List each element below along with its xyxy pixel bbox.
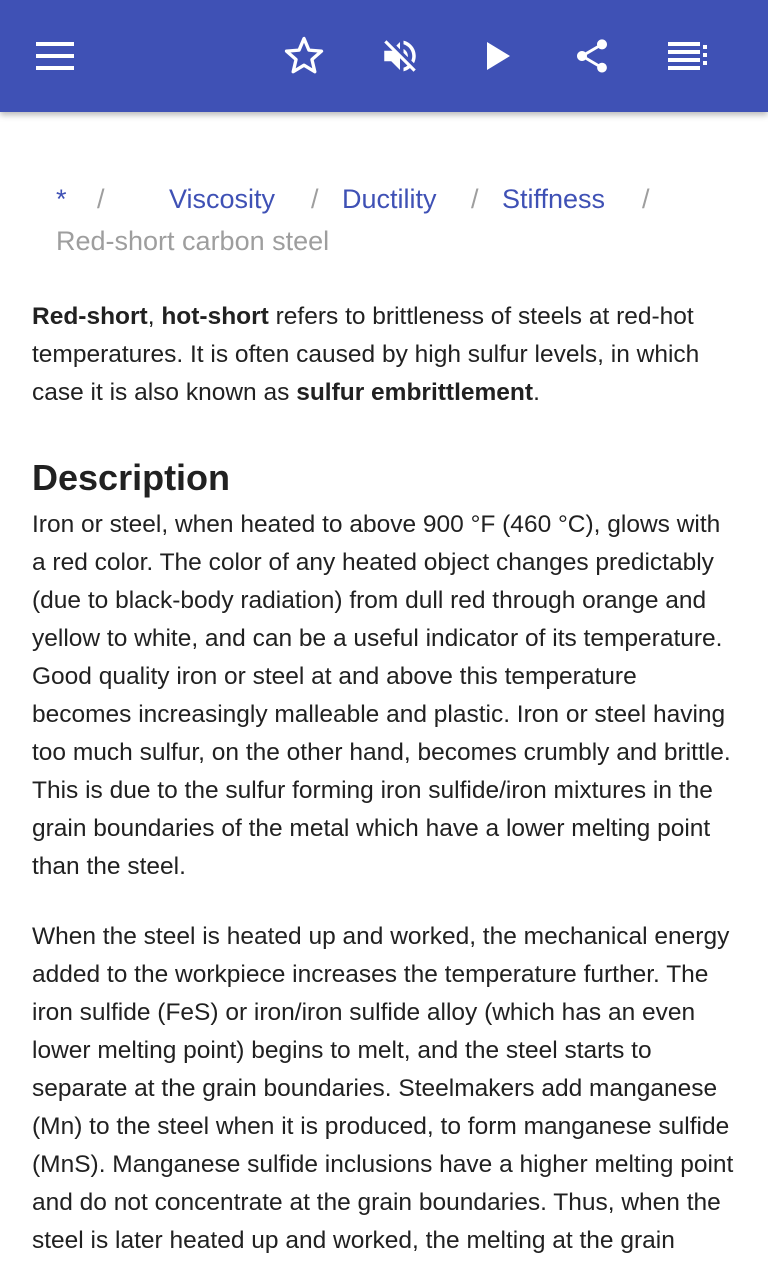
menu-button[interactable] bbox=[24, 24, 88, 88]
star-outline-icon bbox=[283, 35, 325, 77]
share-button[interactable] bbox=[560, 24, 624, 88]
intro-comma: , bbox=[147, 303, 162, 330]
description-paragraph-1: Iron or steel, when heated to above 900 °F (460 °C), glows with a red color. The color of any heated object changes predictably (due to black-body radiation) from dull red through orange and yellow to white, and can be a useful indicator of its temperature. Good quality iron or steel at and above this temperature becomes increasingly malleable and plastic. Iron or steel having too much sulfur, on the other hand, becomes crumbly and brittle. This is due to the sulfur forming iron sulfide/iron mixtures in the grain boundaries of the metal which have a lower melting point than the steel. bbox=[32, 511, 731, 880]
term-sulfur-embrittlement: sulfur embrittlement bbox=[296, 379, 534, 406]
intro-text: refers to brittleness of steels at red-hot temperatures. It is often caused by high sulfur levels, in which case it is also known as bbox=[32, 303, 700, 406]
favorite-button[interactable] bbox=[272, 24, 336, 88]
playlist-button[interactable] bbox=[656, 24, 720, 88]
breadcrumb-separator: / bbox=[97, 184, 105, 214]
share-icon bbox=[572, 36, 612, 76]
breadcrumb-current: Red-short carbon steel bbox=[56, 226, 330, 256]
volume-off-icon bbox=[379, 35, 421, 77]
breadcrumb-separator: / bbox=[642, 184, 650, 214]
playlist-icon bbox=[668, 42, 708, 70]
breadcrumb-item-home[interactable]: * bbox=[56, 184, 67, 214]
term-hot-short: hot-short bbox=[161, 303, 269, 330]
play-button[interactable] bbox=[466, 24, 530, 88]
play-icon bbox=[484, 40, 512, 72]
description-paragraph-2: When the steel is heated up and worked, the mechanical energy added to the workpiece increases the temperature further. The iron sulfide (FeS) or iron/iron sulfide alloy (which has an even lower melting point) begins to melt, and the steel starts to separate at the grain boundaries. Steelmakers add manganese (Mn) to the steel when it is produced, to form manganese sulfide (MnS). Manganese sulfide inclusions have a higher melting point and do not concentrate at the grain boundaries. Thus, when the steel is later heated up and worked, the melting at the grain bbox=[32, 923, 734, 1254]
intro-end: . bbox=[533, 379, 540, 406]
breadcrumb-separator: / bbox=[471, 184, 479, 214]
app-toolbar bbox=[0, 0, 768, 112]
term-red-short: Red-short bbox=[32, 303, 148, 330]
breadcrumb-item-ductility[interactable]: Ductility bbox=[342, 184, 437, 214]
breadcrumb-separator: / bbox=[311, 184, 319, 214]
menu-icon bbox=[36, 42, 76, 70]
intro-paragraph bbox=[32, 298, 736, 412]
article-content bbox=[0, 112, 768, 1280]
mute-button[interactable] bbox=[368, 24, 432, 88]
description-heading: Description bbox=[32, 457, 231, 498]
breadcrumb-item-viscosity[interactable]: Viscosity bbox=[169, 184, 276, 214]
breadcrumb bbox=[56, 178, 736, 262]
breadcrumb-item-stiffness[interactable]: Stiffness bbox=[502, 184, 606, 214]
article-body bbox=[32, 298, 736, 1260]
